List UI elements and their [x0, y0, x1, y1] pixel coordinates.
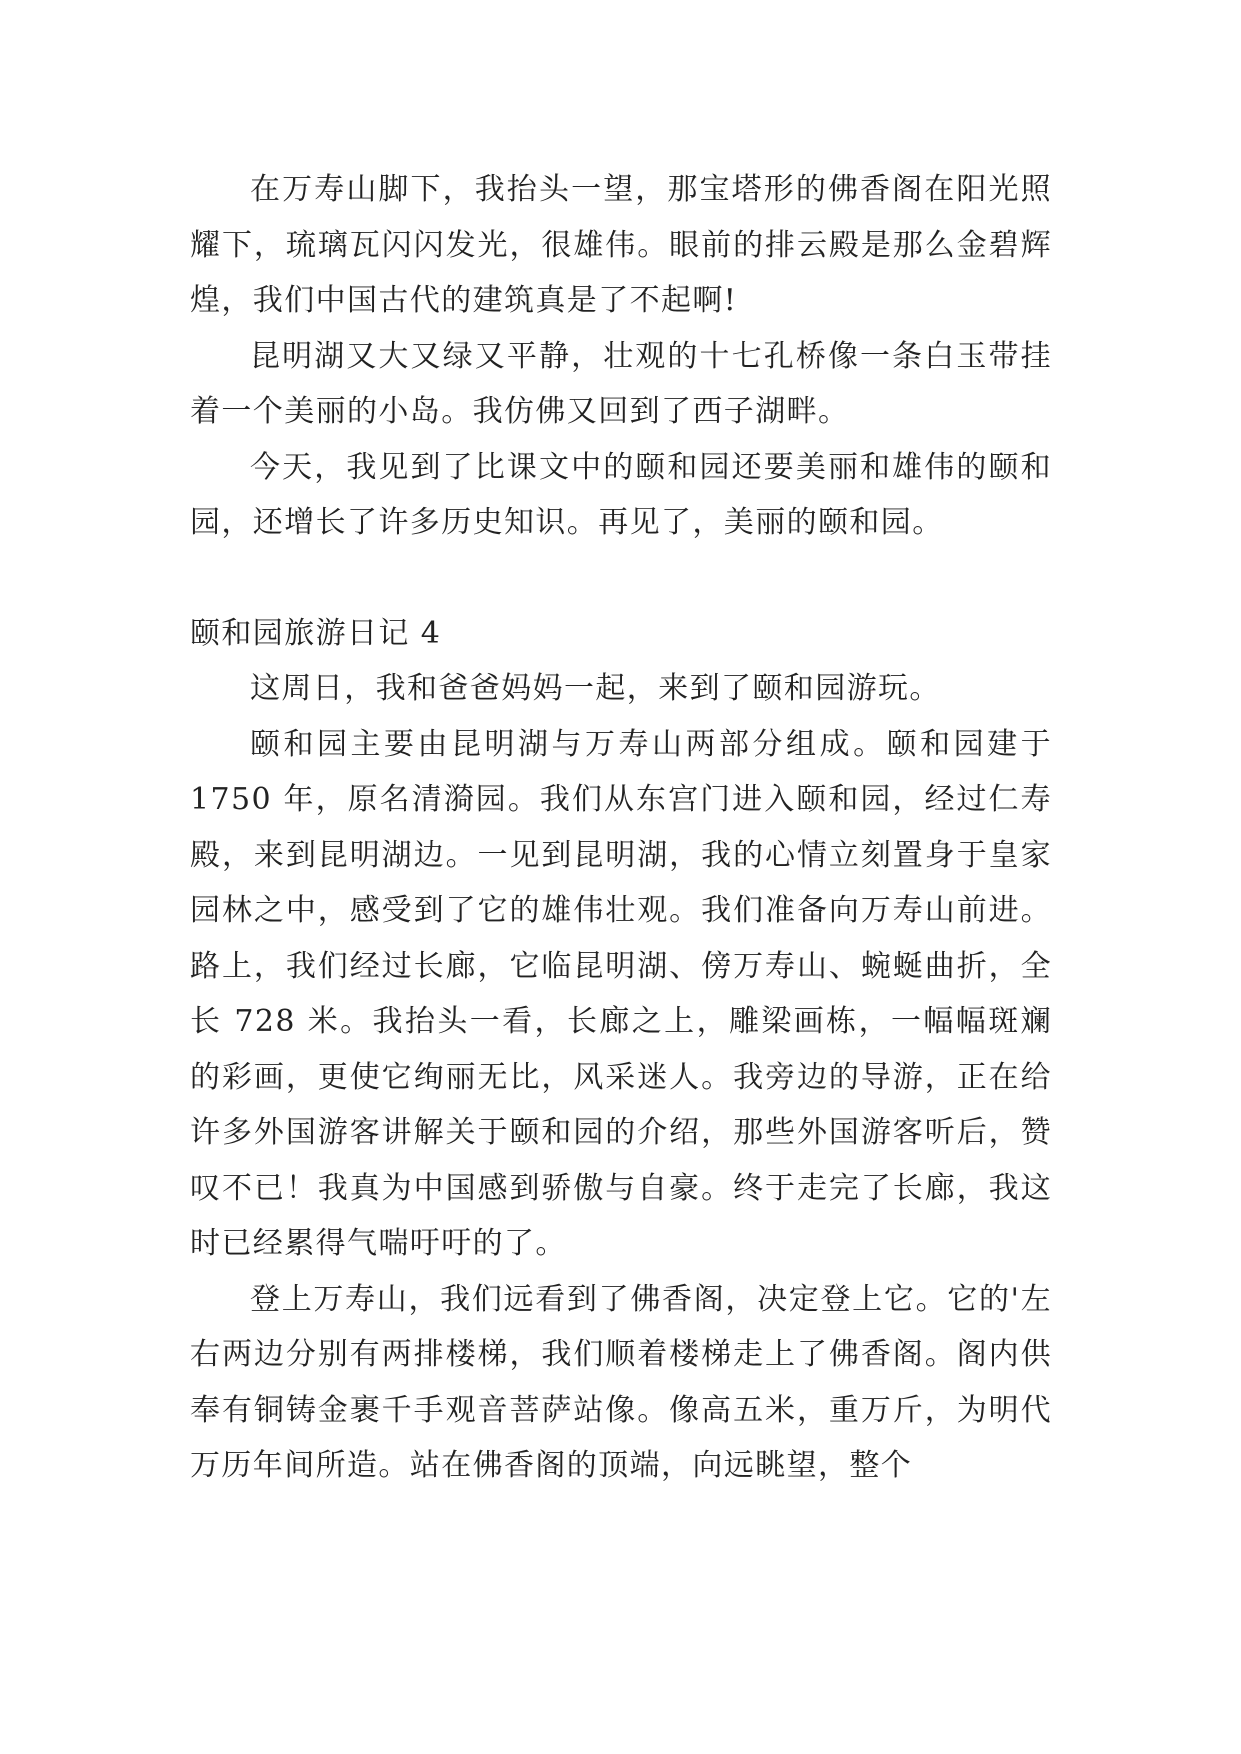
paragraph-kunming-lake: 昆明湖又大又绿又平静，壮观的十七孔桥像一条白玉带挂着一个美丽的小岛。我仿佛又回到了西子湖畔。: [190, 338, 1052, 429]
paragraph-wanshoushan: 在万寿山脚下，我抬头一望，那宝塔形的佛香阁在阳光照耀下，琉璃瓦闪闪发光，很雄伟。眼前的排云殿是那么金碧辉煌，我们中国古代的建筑真是了不起啊!: [190, 172, 1052, 318]
section-title: 颐和园旅游日记 4: [190, 615, 442, 651]
paragraph-farewell: 今天，我见到了比课文中的颐和园还要美丽和雄伟的颐和园，还增长了许多历史知识。再见了，美丽的颐和园。: [190, 449, 1052, 540]
paragraph-summer-palace-history: 颐和园主要由昆明湖与万寿山两部分组成。颐和园建于 1750 年，原名清漪园。我们从东宫门进入颐和园，经过仁寿殿，来到昆明湖边。一见到昆明湖，我的心情立刻置身于皇家园林之中，感受到了它的雄伟壮观。我们准备向万寿山前进。路上，我们经过长廊，它临昆明湖、傍万寿山、蜿蜒曲折，全长 728 米。我抬头一看，长廊之上，雕梁画栋，一幅幅斑斓的彩画，更使它绚丽无比，风采迷人。我旁边的导游，正在给许多外国游客讲解关于颐和园的介绍，那些外国游客听后，赞叹不已！我真为中国感到骄傲与自豪。终于走完了长廊，我这时已经累得气喘吁吁的了。: [190, 726, 1052, 1261]
paragraph-foxiangge: 登上万寿山，我们远看到了佛香阁，决定登上它。它的'左右两边分别有两排楼梯，我们顺着楼梯走上了佛香阁。阁内供奉有铜铸金裹千手观音菩萨站像。像高五米，重万斤，为明代万历年间所造。站在佛香阁的顶端，向远眺望，整个: [190, 1281, 1052, 1483]
paragraph-sunday-trip: 这周日，我和爸爸妈妈一起，来到了颐和园游玩。: [250, 671, 941, 706]
document-body: [190, 162, 1052, 1494]
